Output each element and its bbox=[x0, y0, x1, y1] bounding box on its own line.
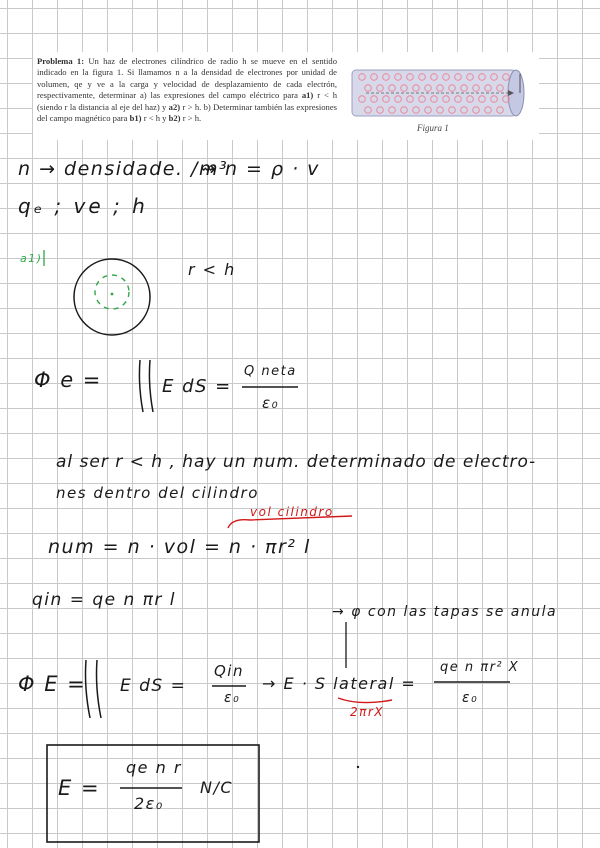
note-sentence-2: nes dentro del cilindro bbox=[56, 484, 259, 502]
gauss-numerator: Q neta bbox=[244, 364, 297, 379]
note-section-a1: a1) bbox=[20, 252, 43, 265]
stray-dot bbox=[357, 766, 359, 768]
result-unit: N/C bbox=[200, 778, 234, 797]
note-vol-cilindro: vol cilindro bbox=[250, 505, 334, 519]
note-condition: r < h bbox=[188, 260, 236, 279]
axis-dot bbox=[111, 293, 114, 296]
integral-1b bbox=[149, 360, 153, 412]
note-qin-eq: qin = qe n πr l bbox=[32, 590, 177, 610]
item-b2-label: b2) bbox=[168, 113, 181, 124]
flux-integrand: E dS = bbox=[120, 676, 187, 696]
result-numerator: qe n r bbox=[126, 758, 182, 777]
lateral-area: 2πrX bbox=[350, 705, 385, 719]
note-density-eq: ⇝ n = ρ · v bbox=[200, 158, 320, 180]
gauss-integrand: E dS = bbox=[162, 376, 232, 397]
result-denominator: 2ε₀ bbox=[134, 794, 164, 813]
note-num-eq: num = n · vol = n · πr² l bbox=[48, 536, 311, 558]
note-variables: qₑ ; ve ; h bbox=[18, 194, 148, 218]
problem-text-1: Un haz de electrones cilíndrico de radio h se mueve en el sentido indicado en la figura 1. Si llamamos n a la densidad de electrones por unidad de volumen, qe y ve a la carga y velocidad de desplazamiento de cada electrón, respectivamente, determinar a) las expresiones del campo eléctrico para bbox=[37, 56, 337, 101]
note-sentence-1: al ser r < h , hay un num. determinado de electro- bbox=[56, 452, 537, 472]
item-a2-label: a2) bbox=[168, 101, 181, 112]
flux-result-num: qe n πr² X bbox=[440, 660, 520, 675]
flux-result-den: ε₀ bbox=[462, 690, 479, 706]
item-b1-label: b1) bbox=[129, 113, 142, 124]
flux-lhs: Φ E = bbox=[18, 672, 87, 696]
flux-lateral: → E · S lateral = bbox=[262, 674, 417, 693]
gauss-lhs: Φ e = bbox=[34, 368, 102, 392]
integral-2b bbox=[97, 660, 102, 718]
result-lhs: E = bbox=[58, 776, 101, 800]
item-a1-text: r < h (siendo r la distancia al eje del haz) y bbox=[37, 90, 337, 112]
flux-fraction-den: ε₀ bbox=[224, 690, 241, 706]
item-a2-text: r > h. b) Determinar también las expresiones del campo magnético para bbox=[37, 101, 338, 124]
note-density-def: n → densidade. /m³ bbox=[18, 158, 229, 180]
note-tapas: → φ con las tapas se anula bbox=[332, 604, 558, 620]
gaussian-surface bbox=[95, 275, 129, 309]
gauss-denominator: ε₀ bbox=[262, 394, 280, 412]
item-b2-text: r > h. bbox=[180, 113, 202, 124]
figure-caption: Figura 1 bbox=[417, 123, 449, 133]
item-a1-label: a1) bbox=[301, 90, 314, 101]
integral-1a bbox=[139, 360, 143, 412]
red-underline bbox=[338, 698, 392, 703]
problem-heading: Problema 1: bbox=[37, 56, 85, 66]
item-b1-text: r < h y bbox=[141, 113, 169, 124]
cross-section-circle bbox=[74, 259, 150, 335]
flux-fraction-num: Qin bbox=[214, 662, 244, 680]
